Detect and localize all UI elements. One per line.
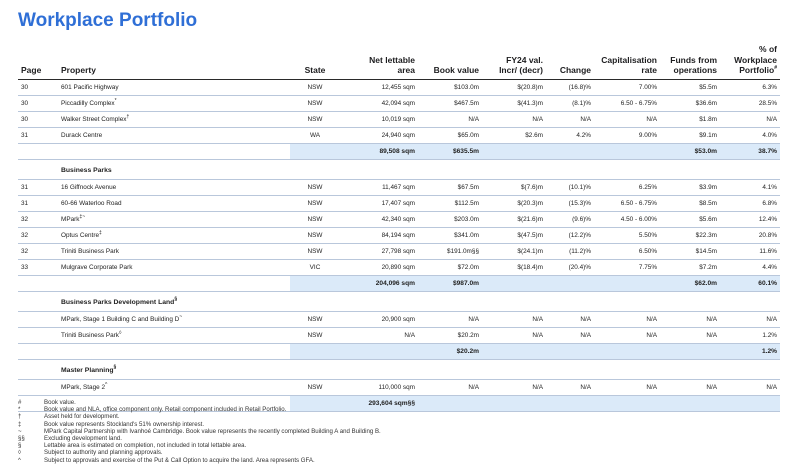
cell-ffo: N/A <box>660 379 720 395</box>
footnote-mark: ^ <box>105 381 108 388</box>
cell-ffo: $1.8m <box>660 111 720 127</box>
header-row <box>18 44 780 79</box>
cell-change: (20.4)% <box>546 259 594 275</box>
total-page <box>18 143 58 159</box>
section-title: Business Parks Development Land <box>61 299 175 306</box>
footnote-text: Excluding development land. <box>44 435 122 443</box>
cell-page: 31 <box>18 179 58 195</box>
total-state <box>290 275 340 291</box>
cell-property <box>58 211 290 227</box>
cell-state: NSW <box>290 79 340 95</box>
cell-pct: N/A <box>720 311 780 327</box>
footnote-mark: § <box>113 364 117 371</box>
cell-state: NSW <box>290 111 340 127</box>
cell-page: 33 <box>18 259 58 275</box>
section-title: Master Planning <box>61 367 114 374</box>
cell-fy24: $(21.6)m <box>482 211 546 227</box>
cell-page: 30 <box>18 111 58 127</box>
footnote-symbol: # <box>18 399 22 406</box>
cell-fy24: $(20.3)m <box>482 195 546 211</box>
cell-book: $65.0m <box>418 127 482 143</box>
footnote-text: Asset held for development. <box>44 413 120 421</box>
cell-property <box>58 179 290 195</box>
cell-change: (15.3)% <box>546 195 594 211</box>
total-book: $635.5m <box>418 143 482 159</box>
total-property <box>58 343 290 359</box>
section-page-cell <box>18 163 58 180</box>
cell-page: 30 <box>18 95 58 111</box>
cell-ffo: N/A <box>660 311 720 327</box>
total-cap <box>594 395 660 411</box>
total-state <box>290 143 340 159</box>
cell-pct: 4.4% <box>720 259 780 275</box>
cell-book: $72.0m <box>418 259 482 275</box>
cell-pct: 28.5% <box>720 95 780 111</box>
property-name: Triniti Business Park <box>61 247 120 255</box>
cell-ffo: $14.5m <box>660 243 720 259</box>
cell-property <box>58 111 290 127</box>
footnote-text: Subject to authority and planning approvals. <box>44 449 163 457</box>
cell-fy24: N/A <box>482 311 546 327</box>
footnote-symbol: † <box>18 413 22 421</box>
section-title: Business Parks <box>61 167 112 174</box>
cell-change: N/A <box>546 311 594 327</box>
footnote-text: Subject to approvals and exercise of the Put & Call Option to acquire the land. Area represents GFA. <box>44 456 315 464</box>
property-name: MPark <box>61 215 80 223</box>
footnote-symbol: ^ <box>18 456 21 464</box>
cell-pct: 6.8% <box>720 195 780 211</box>
footnote-mark: ◊ <box>119 329 122 336</box>
table-row <box>18 179 780 195</box>
cell-pct: N/A <box>720 111 780 127</box>
footnote-item <box>18 442 381 449</box>
property-name: 16 Giffnock Avenue <box>61 183 117 191</box>
footnote-item <box>18 421 381 428</box>
cell-book: $467.5m <box>418 95 482 111</box>
cell-nla: 110,000 sqm <box>340 379 418 395</box>
cell-cap: 4.50 - 6.00% <box>594 211 660 227</box>
table-row <box>18 327 780 343</box>
cell-property <box>58 327 290 343</box>
footnote-text: MPark Capital Partnership with Ivanhoé Cambridge. Book value represents the recently completed Building A and Building B. <box>44 427 381 435</box>
total-change <box>546 275 594 291</box>
cell-nla: 27,798 sqm <box>340 243 418 259</box>
cell-cap: N/A <box>594 327 660 343</box>
footnote-mark: * <box>114 97 117 104</box>
cell-book: $191.0m§§ <box>418 243 482 259</box>
property-name: MPark, Stage 2 <box>61 383 106 391</box>
cell-ffo: $8.5m <box>660 195 720 211</box>
total-ffo: $53.0m <box>660 143 720 159</box>
cell-state: NSW <box>290 195 340 211</box>
table-row <box>18 311 780 327</box>
cell-ffo: $22.3m <box>660 227 720 243</box>
cell-property <box>58 379 290 395</box>
footnote-symbol: §§ <box>18 435 25 443</box>
cell-property <box>58 227 290 243</box>
total-book <box>418 395 482 411</box>
cell-page: 31 <box>18 127 58 143</box>
total-nla <box>340 343 418 359</box>
table-body <box>18 79 780 414</box>
col-header-fy24: FY24 val. Incr/ (decr) <box>482 44 546 79</box>
property-name: Optus Centre <box>61 231 100 239</box>
total-property <box>58 143 290 159</box>
total-page <box>18 343 58 359</box>
footnote-symbol: § <box>18 442 22 450</box>
footnote-item <box>18 428 381 435</box>
total-ffo: $62.0m <box>660 275 720 291</box>
table-row <box>18 111 780 127</box>
total-nla: 293,604 sqm§§ <box>340 395 418 411</box>
cell-pct: 1.2% <box>720 327 780 343</box>
col-header-state: State <box>290 44 340 79</box>
table-row <box>18 243 780 259</box>
cell-change: (9.6)% <box>546 211 594 227</box>
cell-nla: 42,340 sqm <box>340 211 418 227</box>
section-header-row <box>18 295 780 312</box>
cell-state: NSW <box>290 243 340 259</box>
cell-state: NSW <box>290 311 340 327</box>
footnote-symbol: ◊ <box>18 449 22 457</box>
total-pct: 60.1% <box>720 275 780 291</box>
cell-change: (8.1)% <box>546 95 594 111</box>
col-header-page: Page <box>18 44 58 79</box>
col-header-book-value: Book value <box>418 44 482 79</box>
cell-state: NSW <box>290 95 340 111</box>
cell-pct: 20.8% <box>720 227 780 243</box>
cell-page <box>18 379 58 395</box>
cell-change: (11.2)% <box>546 243 594 259</box>
cell-page: 31 <box>18 195 58 211</box>
total-book: $20.2m <box>418 343 482 359</box>
footnote-mark: ‡ <box>99 229 102 236</box>
cell-page: 32 <box>18 243 58 259</box>
cell-property <box>58 79 290 95</box>
cell-state: NSW <box>290 227 340 243</box>
total-property <box>58 275 290 291</box>
total-nla: 204,096 sqm <box>340 275 418 291</box>
table-row <box>18 127 780 143</box>
col-header-change: Change <box>546 44 594 79</box>
cell-change: N/A <box>546 379 594 395</box>
cell-fy24: $2.6m <box>482 127 546 143</box>
cell-change: (12.2)% <box>546 227 594 243</box>
cell-nla: 12,455 sqm <box>340 79 418 95</box>
table-row <box>18 195 780 211</box>
total-pct: 38.7% <box>720 143 780 159</box>
cell-cap: 9.00% <box>594 127 660 143</box>
total-change <box>546 143 594 159</box>
property-name: Mulgrave Corporate Park <box>61 263 133 271</box>
col-header-cap-rate: Capitalisation rate <box>594 44 660 79</box>
section-label <box>58 163 780 180</box>
col-header-nla: Net lettable area <box>340 44 418 79</box>
cell-fy24: $(18.4)m <box>482 259 546 275</box>
total-change <box>546 343 594 359</box>
cell-cap: 6.25% <box>594 179 660 195</box>
cell-fy24: $(7.6)m <box>482 179 546 195</box>
cell-fy24: $(47.5)m <box>482 227 546 243</box>
property-name: Triniti Business Park <box>61 331 120 339</box>
cell-book: $203.0m <box>418 211 482 227</box>
cell-property <box>58 243 290 259</box>
col-header-pct: % of Workplace Portfolio# <box>720 44 780 79</box>
cell-pct: 4.0% <box>720 127 780 143</box>
section-header-row <box>18 363 780 380</box>
total-fy24 <box>482 143 546 159</box>
table-row <box>18 95 780 111</box>
footnotes <box>18 399 381 464</box>
footnote-item <box>18 406 381 413</box>
total-cap <box>594 343 660 359</box>
total-page <box>18 275 58 291</box>
section-page-cell <box>18 363 58 380</box>
footnote-text: Book value. <box>44 399 76 406</box>
cell-book: $20.2m <box>418 327 482 343</box>
footnote-item <box>18 449 381 456</box>
cell-change: 4.2% <box>546 127 594 143</box>
cell-page: 32 <box>18 227 58 243</box>
table-row <box>18 79 780 95</box>
cell-cap: N/A <box>594 311 660 327</box>
footnote-mark: ‡~ <box>79 213 86 220</box>
cell-pct: 4.1% <box>720 179 780 195</box>
cell-state: NSW <box>290 211 340 227</box>
total-fy24 <box>482 395 546 411</box>
cell-pct: 6.3% <box>720 79 780 95</box>
section-label <box>58 363 780 380</box>
cell-fy24: N/A <box>482 327 546 343</box>
cell-cap: N/A <box>594 111 660 127</box>
total-cap <box>594 143 660 159</box>
cell-pct: 11.6% <box>720 243 780 259</box>
property-name: 60-66 Waterloo Road <box>61 199 122 207</box>
cell-nla: 10,019 sqm <box>340 111 418 127</box>
cell-book: N/A <box>418 379 482 395</box>
cell-nla: 84,194 sqm <box>340 227 418 243</box>
footnote-text: Book value and NLA, office component only. Retail component included in Retail Portfolio. <box>44 406 287 414</box>
footnote-item <box>18 435 381 442</box>
total-nla: 89,508 sqm <box>340 143 418 159</box>
cell-ffo: $9.1m <box>660 127 720 143</box>
cell-nla: 42,094 sqm <box>340 95 418 111</box>
total-fy24 <box>482 343 546 359</box>
cell-state: WA <box>290 127 340 143</box>
cell-page: 32 <box>18 211 58 227</box>
cell-state: NSW <box>290 327 340 343</box>
total-state <box>290 343 340 359</box>
total-fy24 <box>482 275 546 291</box>
subtotal-row <box>18 343 780 359</box>
cell-book: N/A <box>418 111 482 127</box>
cell-property <box>58 127 290 143</box>
col-header-ffo: Funds from operations <box>660 44 720 79</box>
property-name: Durack Centre <box>61 131 103 139</box>
cell-cap: 6.50% <box>594 243 660 259</box>
cell-change: (10.1)% <box>546 179 594 195</box>
cell-ffo: $5.5m <box>660 79 720 95</box>
table-row <box>18 211 780 227</box>
cell-book: $67.5m <box>418 179 482 195</box>
cell-cap: 6.50 - 6.75% <box>594 95 660 111</box>
total-pct <box>720 395 780 411</box>
footnote-text: Lettable area is estimated on completion, not included in total lettable area. <box>44 442 247 450</box>
cell-page: 30 <box>18 79 58 95</box>
footnote-mark: § <box>174 296 178 303</box>
footnote-symbol: ‡ <box>18 420 22 428</box>
cell-property <box>58 95 290 111</box>
property-name: MPark, Stage 1 Building C and Building D <box>61 315 180 323</box>
table-row <box>18 259 780 275</box>
portfolio-table <box>18 44 780 412</box>
cell-cap: 6.50 - 6.75% <box>594 195 660 211</box>
total-ffo <box>660 395 720 411</box>
total-pct: 1.2% <box>720 343 780 359</box>
cell-state: VIC <box>290 259 340 275</box>
cell-ffo: N/A <box>660 327 720 343</box>
footnote-item <box>18 399 381 406</box>
cell-pct: 12.4% <box>720 211 780 227</box>
cell-cap: N/A <box>594 379 660 395</box>
cell-fy24: N/A <box>482 379 546 395</box>
col-header-property: Property <box>58 44 290 79</box>
cell-state: NSW <box>290 379 340 395</box>
total-book: $987.0m <box>418 275 482 291</box>
footnote-item <box>18 457 381 464</box>
cell-fy24: $(24.1)m <box>482 243 546 259</box>
section-page-cell <box>18 295 58 312</box>
total-cap <box>594 275 660 291</box>
cell-ffo: $5.6m <box>660 211 720 227</box>
cell-cap: 7.75% <box>594 259 660 275</box>
page-title: Workplace Portfolio <box>18 10 198 31</box>
cell-ffo: $3.9m <box>660 179 720 195</box>
property-name: Piccadilly Complex <box>61 99 115 107</box>
total-ffo <box>660 343 720 359</box>
cell-property <box>58 195 290 211</box>
footnote-symbol: ~ <box>18 427 22 435</box>
cell-pct: N/A <box>720 379 780 395</box>
footnote-mark: ~ <box>179 313 183 320</box>
cell-ffo: $7.2m <box>660 259 720 275</box>
table-row <box>18 227 780 243</box>
footnote-mark: † <box>126 113 130 120</box>
cell-book: N/A <box>418 311 482 327</box>
subtotal-row <box>18 143 780 159</box>
cell-book: $341.0m <box>418 227 482 243</box>
cell-ffo: $36.6m <box>660 95 720 111</box>
cell-state: NSW <box>290 179 340 195</box>
cell-book: $103.0m <box>418 79 482 95</box>
cell-page <box>18 327 58 343</box>
footnote-text: Book value represents Stockland's 51% ownership interest. <box>44 420 205 428</box>
cell-nla: 20,890 sqm <box>340 259 418 275</box>
table-row <box>18 379 780 395</box>
section-label <box>58 295 780 312</box>
subtotal-row <box>18 275 780 291</box>
cell-nla: 24,940 sqm <box>340 127 418 143</box>
cell-nla: 11,467 sqm <box>340 179 418 195</box>
cell-property <box>58 311 290 327</box>
property-name: Walker Street Complex <box>61 115 127 123</box>
cell-nla: N/A <box>340 327 418 343</box>
cell-book: $112.5m <box>418 195 482 211</box>
property-name: 601 Pacific Highway <box>61 83 119 91</box>
section-header-row <box>18 163 780 180</box>
cell-change: N/A <box>546 327 594 343</box>
cell-property <box>58 259 290 275</box>
total-change <box>546 395 594 411</box>
footnote-item <box>18 413 381 420</box>
cell-fy24: N/A <box>482 111 546 127</box>
cell-cap: 5.50% <box>594 227 660 243</box>
cell-nla: 17,407 sqm <box>340 195 418 211</box>
cell-change: N/A <box>546 111 594 127</box>
cell-cap: 7.00% <box>594 79 660 95</box>
footnote-symbol: * <box>18 406 21 414</box>
cell-fy24: $(20.8)m <box>482 79 546 95</box>
cell-page <box>18 311 58 327</box>
cell-nla: 20,900 sqm <box>340 311 418 327</box>
cell-change: (16.8)% <box>546 79 594 95</box>
cell-fy24: $(41.3)m <box>482 95 546 111</box>
